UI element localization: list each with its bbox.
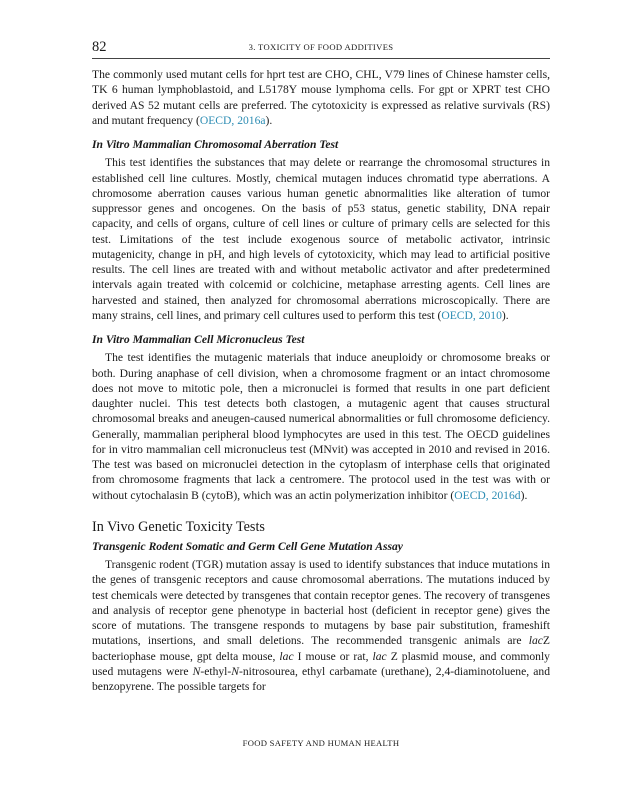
micronucleus-paragraph [92, 350, 550, 503]
gene-italic: lac [372, 649, 387, 663]
citation-link[interactable]: OECD, 2010 [441, 308, 502, 322]
intro-tail: ). [265, 113, 273, 127]
section-heading-chromosomal-aberration: In Vitro Mammalian Chromosomal Aberration Test [92, 138, 339, 151]
section2-tail: ). [520, 488, 528, 502]
section-heading-micronucleus: In Vitro Mammalian Cell Micronucleus Test [92, 333, 305, 346]
section3-text-f: -nitrosourea, ethyl carbamate (urethane), 2,4-diaminotoluene, and benzopyrene. The possible targets for [92, 664, 551, 693]
citation-link[interactable]: OECD, 2016a [199, 113, 266, 127]
section3-text-b: Z bacteriophase mouse, gpt delta mouse, [92, 634, 550, 663]
intro-text: The commonly used mutant cells for hprt test are CHO, CHL, V79 lines of Chinese hamster cells, TK 6 human lymphoblastoid, and L5178Y mouse lymphoma cells. For gpt or XPRT test CHO derived AS 52 mutant cells are preferred. The cytotoxicity is expressed as relative survivals (RS) and mutant frequency ( [92, 68, 550, 127]
running-head: 3. TOXICITY OF FOOD ADDITIVES [248, 42, 394, 52]
section3-text-d: Z plasmid mouse, and commonly used mutagens were [92, 649, 550, 678]
gene-italic: lac [279, 649, 294, 663]
page-number: 82 [92, 39, 107, 55]
chem-italic: N [192, 664, 201, 678]
page-content [92, 67, 550, 694]
citation-link[interactable]: OECD, 2016d [454, 488, 521, 502]
section3-text-e: -ethyl- [200, 664, 232, 678]
gene-italic: lac [528, 634, 543, 648]
chem-italic: N [231, 664, 239, 678]
page-header [92, 38, 550, 62]
section-heading-in-vivo: In Vivo Genetic Toxicity Tests [92, 518, 265, 535]
section1-text: This test identifies the substances that may delete or rearrange the chromosomal structures in established cell line cultures. Mostly, chemical mutagen induces chromatid type aberrations. A chromosome aberration causes various human genetic abnormalities like alteration of tumor suppressor genes and oncogenes. On the basis of p53 status, genetic stability, DNA repair capacity, and cells of organs, culture of cell lines or culture of primary cells are selected for this test. Limitations of the test include exogenous source of metabolic activator, intrinsic mutagenicity, change in pH, and high levels of cytotoxicity, which may lead to artificial positive results. The cell lines are treated with and without metabolic activator and after predetermined intervals again treated with colcemid or colchicine, metaphase arresting agents. Cell lines are harvested and stained, then analyzed for chromosomal aberrations microscopically. There are many strains, cell lines, and primary cell cultures used to perform this test ( [92, 156, 550, 322]
intro-paragraph [92, 67, 550, 128]
header-rule [92, 58, 550, 59]
section1-tail: ). [501, 308, 509, 322]
chromosomal-aberration-paragraph [92, 155, 550, 323]
transgenic-paragraph [92, 557, 550, 694]
page-footer: FOOD SAFETY AND HUMAN HEALTH [242, 738, 400, 748]
section3-text-c: I mouse or rat, [293, 649, 373, 663]
section-subheading-transgenic: Transgenic Rodent Somatic and Germ Cell Gene Mutation Assay [92, 539, 403, 553]
section2-text: The test identifies the mutagenic materials that induce aneuploidy or chromosome breaks or both. During anaphase of cell division, when a chromosome fragment or an intact chromosome does not move to mitotic pole, then a micronuclei is formed that results in one part deficient daughter nuclei. This test detects both clastogen, a mutagenic agent that causes structural chromosomal breaks and aneugen-caused numerical abnormalities or full chromosome deficiency. Generally, mammalian peripheral blood lymphocytes are used in this test. The OECD guidelines for in vitro mammalian cell micronucleus test (MNvit) was accepted in 2010 and revised in 2016. The test was based on micronuclei detection in the cytoplasm of interphase cells that originated from chromosome fragments that lack a centromere. The protocol used in the test was with or without cytochalasin B (cytoB), which was an actin polymerization inhibitor ( [92, 351, 550, 502]
section3-text-a: Transgenic rodent (TGR) mutation assay is used to identify substances that induce mutations in the genes of transgenic receptors and cause chromosomal aberrations. The mutations induced by test chemicals were detected by transgenes that contain receptor genes. The recovery of transgenes and analysis of receptor gene phenotype in bacterial host (deficient in receptor gene) gives the score of mutations. The transgene responds to mutagens by base pair substitution, frameshift mutations, insertions, and small deletions. The recommended transgenic animals are [92, 558, 550, 648]
